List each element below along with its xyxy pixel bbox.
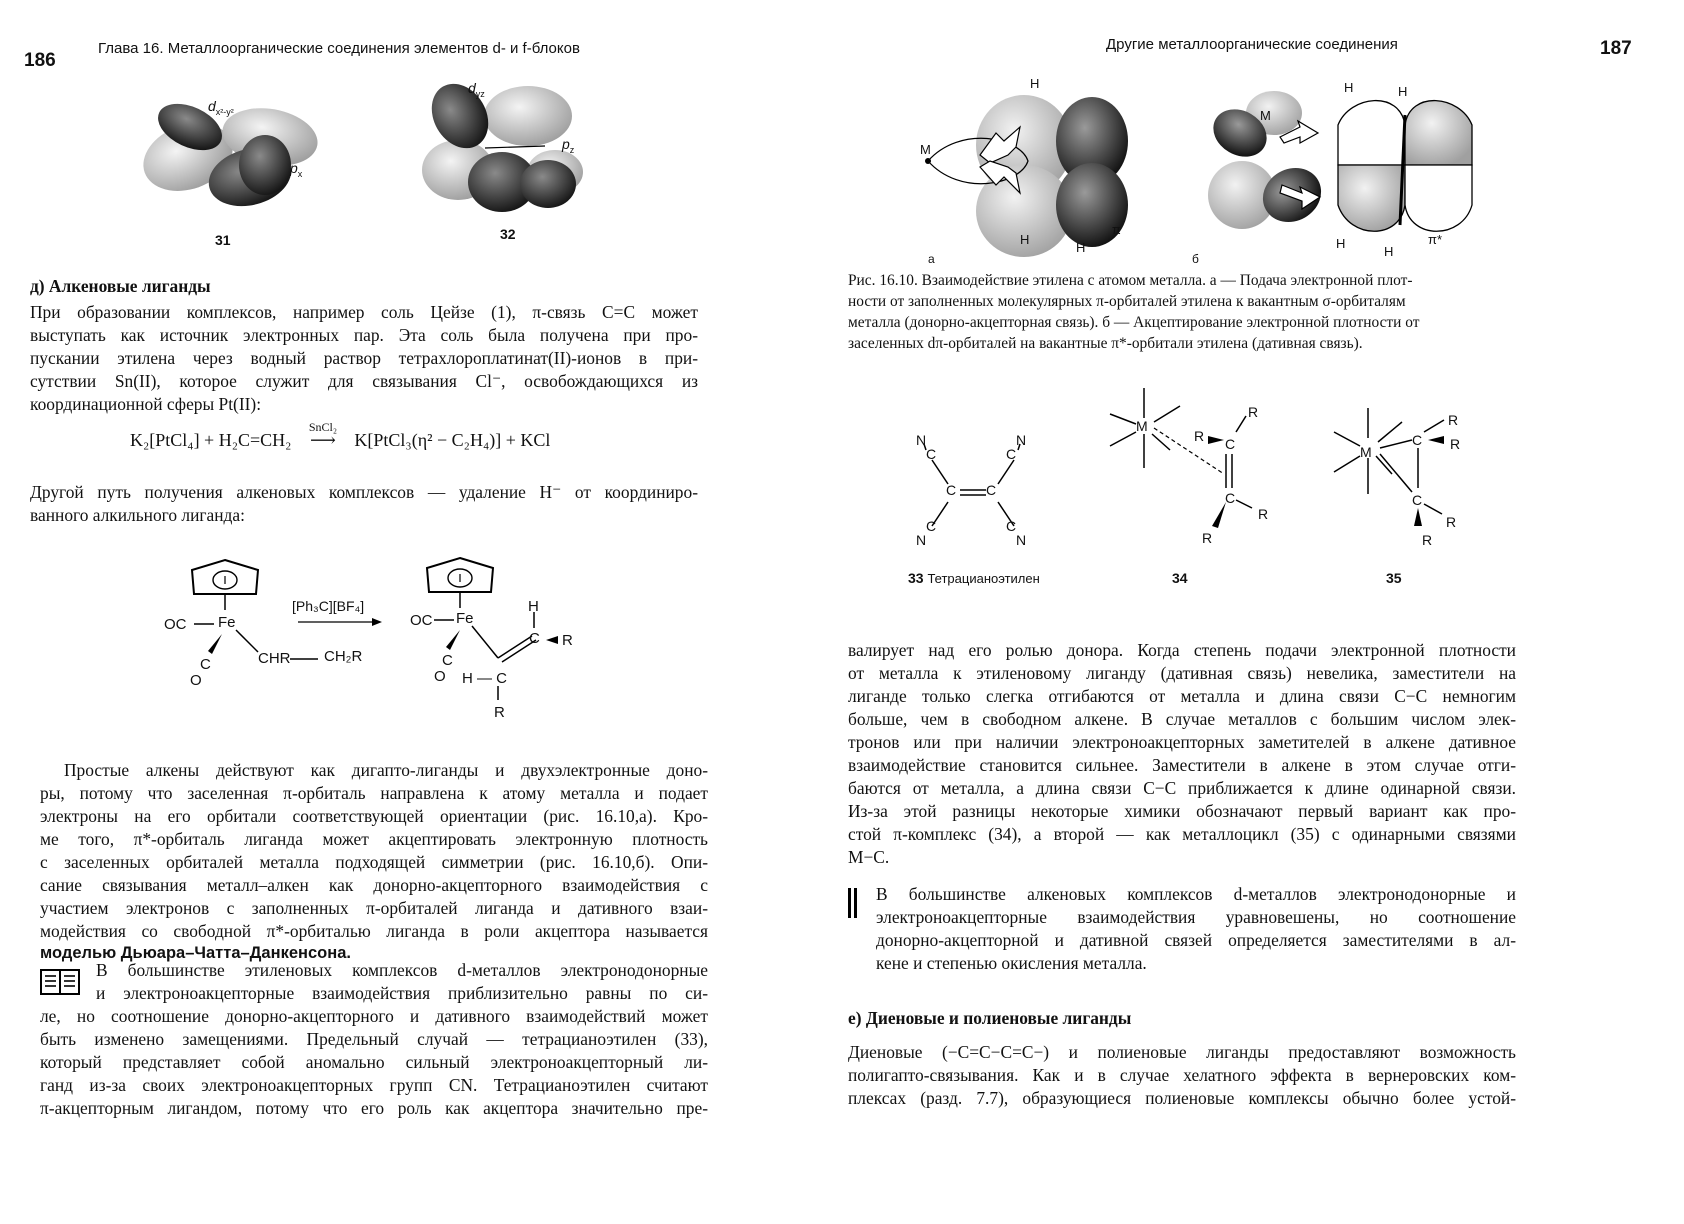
scheme-fe-right: Fe [456, 610, 474, 627]
paragraph-line: выступать как источник электронных пар. Эта соль была получена при про- [30, 325, 698, 345]
fig-b-h-label: H [1344, 80, 1354, 95]
paragraph-line: лиганде только слегка отгибаются от металла и длина связи C−C немногим [848, 686, 1516, 706]
paragraph-line: который представляет собой аномально сильный электроноакцепторный ли- [40, 1052, 708, 1072]
paragraph-line: от металла к этиленовому лиганду (дативная связь) невелика, заместители на [848, 663, 1516, 683]
book-note-icon [40, 969, 80, 995]
paragraph-line: модействия со свободной π*-орбиталью лиганда в роли акцептора называется [40, 921, 708, 941]
scheme-reagent: [Ph₃C][BF₄] [292, 598, 365, 614]
fig-b-m-label: M [1260, 108, 1271, 123]
fig-b-h-label: H [1336, 236, 1346, 251]
scheme-r-top: R [562, 632, 573, 649]
scheme-hc-bottom: H — C [462, 670, 507, 687]
scheme-chr: CHR [258, 650, 291, 667]
paragraph-line: В большинстве алкеновых комплексов d-металлов электронодонорные и [876, 884, 1516, 904]
figure-label-31: 31 [215, 232, 231, 248]
running-head-right: Другие металлоорганические соединения [1106, 36, 1398, 53]
fig-b-pi-star-label: π* [1428, 232, 1443, 247]
paragraph-line: донорно-акцепторной и дативной связей определяется заместителями в ал- [876, 930, 1516, 950]
paragraph-line: сание связывания металл–алкен как донорно-акцепторного взаимодействия с [40, 875, 708, 895]
running-head-left: Глава 16. Металлоорганические соединения элементов d- и f-блоков [98, 40, 580, 57]
orbital-32-p-label: $p_z$ [562, 136, 575, 155]
structure-34-pi-complex [1108, 388, 1308, 548]
paragraph-line: Другой путь получения алкеновых комплексов — удаление H⁻ от координиро- [30, 482, 698, 502]
scheme-h-top: H [528, 598, 539, 615]
fig-a-h-label: H [1076, 240, 1086, 255]
figure-16-10-b [1200, 85, 1490, 255]
paragraph-line: с заселенных орбиталей металла подходящей симметрии (рис. 16.10,б). Опи- [40, 852, 708, 872]
figure-caption-16-10: ности от заполненных молекулярных π-орбиталей этилена к вакантным σ-орбиталям [848, 293, 1406, 310]
scheme-c-left: C [200, 656, 211, 673]
orbital-31-d-label: $d_{x^2-y^2}$ [208, 98, 234, 117]
fig-a-m-label: M [920, 142, 931, 157]
paragraph-line: участием электронов с заполненных π-орбиталей лиганда и дативного взаи- [40, 898, 708, 918]
equation-left: K₂[PtCl₄] + H₂C=CH₂ [130, 430, 292, 450]
page-number-right: 187 [1600, 38, 1632, 59]
paragraph-line: Из-за этой разницы некоторые химики обозначают первый вариант как про- [848, 801, 1516, 821]
complex-34-c: C [1225, 490, 1236, 506]
paragraph-line: электроны на его орбитали соответствующей ориентации (рис. 16.10,а). Кро- [40, 806, 708, 826]
paragraph-line: При образовании комплексов, например соль Цейзе (1), π-связь C=C может [30, 302, 698, 322]
structure-label-34: 34 [1172, 570, 1188, 586]
paragraph-line: электроноакцепторные взаимодействия уравновешены, но соотношение [876, 907, 1516, 927]
section-title-diene-ligands: е) Диеновые и полиеновые лиганды [848, 1008, 1132, 1028]
figure-16-10-a [920, 85, 1140, 255]
paragraph-line: ле, но соотношение донорно-акцепторного и дативного взаимодействий может [40, 1006, 708, 1026]
fig-a-label: а [928, 252, 935, 266]
scheme-ch2r: CH₂R [324, 648, 363, 665]
structure-label-33: 33 Тетрацианоэтилен [908, 570, 1040, 586]
scheme-oc-right: OC [410, 612, 433, 629]
tcne-c: C [1006, 446, 1017, 462]
paragraph-line: ры, потому что заселенная π-орбиталь направлена к атому металла и подает [40, 783, 708, 803]
paragraph-line: сутствии Sn(II), которое служит для связывания Cl⁻, освобождающихся из [30, 371, 698, 391]
fig-b-h-label: H [1384, 244, 1394, 259]
tcne-n: N [916, 432, 927, 448]
equation-catalyst: SnCl₂ [308, 420, 338, 434]
figure-caption-16-10: заселенных dπ-орбиталей на вакантные π*-орбитали этилена (дативная связь). [848, 335, 1363, 352]
structure-label-35: 35 [1386, 570, 1402, 586]
orbital-figure-31 [140, 95, 340, 225]
dewar-chatt-duncanson-model: моделью Дьюара–Чатта–Данкенсона. [40, 944, 351, 962]
complex-34-r: R [1258, 506, 1269, 522]
complex-34-r: R [1194, 428, 1205, 444]
complex-35-c: C [1412, 432, 1423, 448]
fig-a-pi-label: π [1112, 222, 1121, 237]
orbital-32-d-label: $d_{yz}$ [468, 80, 485, 99]
tcne-c: C [946, 482, 957, 498]
scheme-o-left: O [190, 672, 202, 689]
fig-a-h-label: H [1020, 232, 1030, 247]
paragraph-line: M−C. [848, 847, 890, 867]
paragraph-line: полигапто-связывания. Как и в случае хелатного эффекта в вернеровских ком- [848, 1065, 1516, 1085]
paragraph-line: плексах (разд. 7.7), образующиеся полиеновые комплексы обычно более устой- [848, 1088, 1516, 1108]
scheme-oc-left: OC [164, 616, 187, 633]
paragraph-line: валирует над его ролью донора. Когда степень подачи электронной плотности [848, 640, 1516, 660]
scheme-fe-left: Fe [218, 614, 236, 631]
complex-35-c: C [1412, 492, 1423, 508]
complex-35-r: R [1448, 412, 1459, 428]
equation-arrow: SnCl₂ ⟶ [296, 430, 350, 451]
right-page [848, 0, 1684, 1224]
paragraph-line: В большинстве этиленовых комплексов d-металлов электронодонорные [96, 960, 708, 980]
paragraph-line: ме того, π*-орбиталь лиганда может акцептировать электронную плотность [40, 829, 708, 849]
tcne-n: N [1016, 532, 1027, 548]
paragraph-line: π-акцепторным лигандом, потому что его роль как акцептора значительно пре- [40, 1098, 708, 1118]
scheme-r-bottom: R [494, 704, 505, 721]
complex-35-r: R [1422, 532, 1433, 548]
complex-34-c: C [1225, 436, 1236, 452]
note-marker-bar [848, 888, 851, 918]
tcne-n: N [916, 532, 927, 548]
complex-34-m: M [1136, 418, 1148, 434]
page-number-left: 186 [24, 50, 56, 71]
figure-label-32: 32 [500, 226, 516, 242]
equation-right: K[PtCl₃(η² − C₂H₄)] + KCl [354, 430, 551, 450]
paragraph-line: Простые алкены действуют как дигапто-лиганды и двухэлектронные доно- [64, 760, 708, 780]
paragraph-line: и электроноакцепторные взаимодействия приблизительно равны по си- [96, 983, 708, 1003]
left-page [0, 0, 780, 1224]
paragraph-line: взаимодействие становится сильнее. Заместители в алкене в этом случае отги- [848, 755, 1516, 775]
paragraph-line: быть изменено замещениями. Предельный случай — тетрацианоэтилен (33), [40, 1029, 708, 1049]
tcne-n: N [1016, 432, 1027, 448]
zeise-salt-equation [130, 420, 551, 451]
paragraph-line: тронов или при наличии электроноакцепторных заметителей в алкене дативное [848, 732, 1516, 752]
tcne-c: C [986, 482, 997, 498]
scheme-c-top: C [529, 630, 540, 647]
structure-35-metallocycle [1332, 408, 1502, 558]
complex-34-r: R [1202, 530, 1213, 546]
figure-caption-16-10: Рис. 16.10. Взаимодействие этилена с атомом металла. а — Подача электронной плот- [848, 272, 1413, 289]
fig-b-h-label: H [1398, 84, 1408, 99]
paragraph-line: координационной сферы Pt(II): [30, 394, 262, 414]
paragraph-line: пускании этилена через водный раствор тетрахлороплатинат(II)-ионов в при- [30, 348, 698, 368]
tcne-c: C [1006, 518, 1017, 534]
orbital-31-p-label: $p_x$ [290, 160, 303, 179]
paragraph-line: Диеновые (−C=C−C=C−) и полиеновые лиганды предоставляют возможность [848, 1042, 1516, 1062]
paragraph-line: больше, чем в свободном алкене. В случае металлов с большим числом элек- [848, 709, 1516, 729]
fig-b-label: б [1192, 252, 1199, 266]
complex-35-m: M [1360, 444, 1372, 460]
note-marker-bar [854, 888, 857, 918]
paragraph-line: стой π-комплекс (34), а второй — как металлоцикл (35) с одинарными связями [848, 824, 1516, 844]
tcne-c: C [926, 446, 937, 462]
section-title-alkene-ligands: д) Алкеновые лиганды [30, 276, 211, 296]
paragraph-line: ганд из-за своих электроноакцепторных групп CN. Тетрацианоэтилен считают [40, 1075, 708, 1095]
complex-34-r: R [1248, 404, 1259, 420]
tcne-c: C [926, 518, 937, 534]
scheme-c-right: C [442, 652, 453, 669]
paragraph-line: кене и степенью окисления металла. [876, 953, 1147, 973]
paragraph-line: ванного алкильного лиганда: [30, 505, 245, 525]
paragraph-line: баются от металла, а длина связи C−C приближается к длине одинарной связи. [848, 778, 1516, 798]
complex-35-r: R [1450, 436, 1461, 452]
fig-a-h-label: H [1030, 76, 1040, 91]
complex-35-r: R [1446, 514, 1457, 530]
scheme-o-right: O [434, 668, 446, 685]
figure-caption-16-10: металла (донорно-акцепторная связь). б — Акцептирование электронной плотности от [848, 314, 1420, 331]
